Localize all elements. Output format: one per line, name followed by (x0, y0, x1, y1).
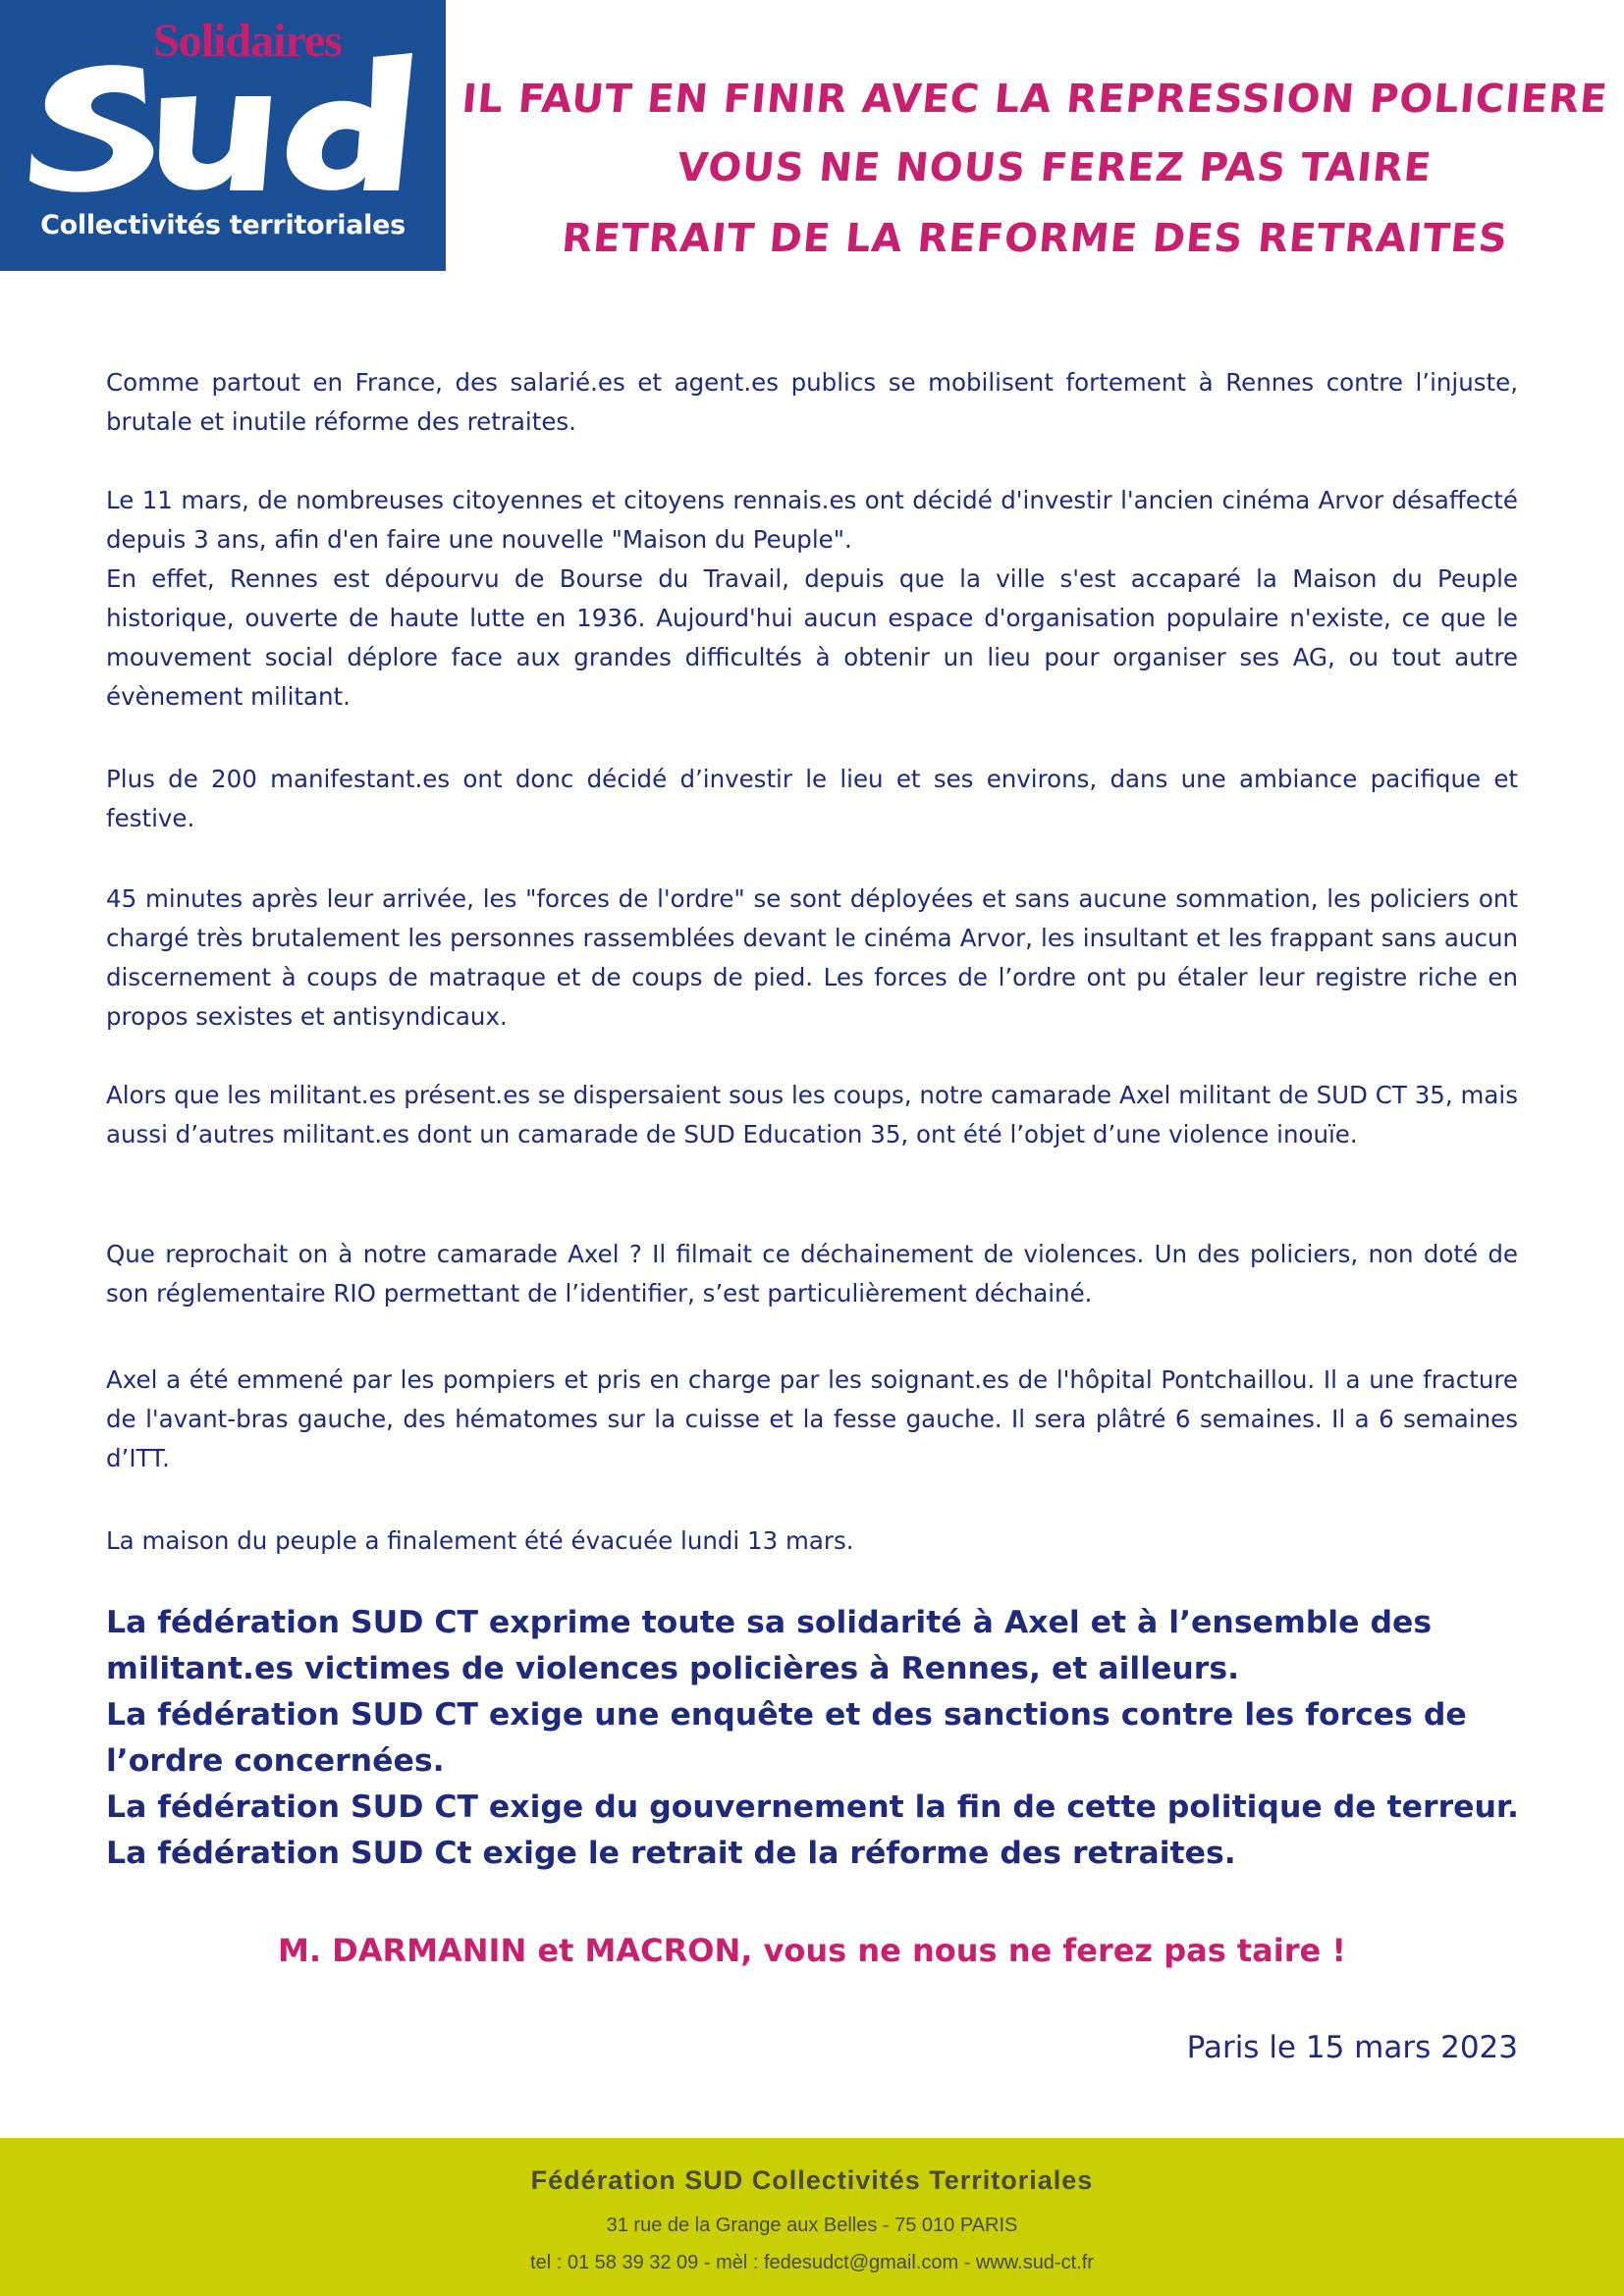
headline-repression: IL FAUT EN FINIR AVEC LA REPRESSION POLICIERE (460, 77, 1610, 122)
demand-enquete: La fédération SUD CT exige une enquête et des sanctions contre les forces de l’ordre concernées. (106, 1697, 1467, 1779)
paragraph-maison-du-peuple (106, 481, 1518, 717)
paragraph-camarade-axel: Alors que les militant.es présent.es se dispersaient sous les coups, notre camarade Axel militant de SUD CT 35, mais aussi d’autres militant.es dont un camarade de SUD Education 35, ont été l’objet d’une violence inouïe. (106, 1081, 1518, 1148)
paragraph-reproche: Que reprochait on à notre camarade Axel ? Il filmait ce déchainement de violences. Un des policiers, non doté de son réglementaire RIO permettant de l’identifier, s’est particulièrement déchainé. (106, 1240, 1518, 1308)
paragraph-charge-policiere: 45 minutes après leur arrivée, les "forces de l'ordre" se sont déployées et sans aucune sommation, les policiers ont chargé très brutalement les personnes rassemblées devant le cinéma Arvor, les insultant et les frappant sans aucun discernement à coups de matraque et de coups de pied. Les forces de l’ordre ont pu étaler leur registre riche en propos sexistes et antisyndicaux. (106, 884, 1518, 1031)
date-signature: Paris le 15 mars 2023 (1186, 2030, 1518, 2065)
demands-block (106, 1600, 1526, 1877)
paragraph-evacuation: La maison du peuple a finalement été évacuée lundi 13 mars. (106, 1526, 854, 1555)
demand-fin-terreur: La fédération SUD CT exige du gouvernement la fin de cette politique de terreur. (106, 1789, 1519, 1825)
paragraph-11-mars: Le 11 mars, de nombreuses citoyennes et citoyens rennais.es ont décidé d'investir l'ancien cinéma Arvor désaffecté depuis 3 ans, afin d'en faire une nouvelle "Maison du Peuple". (106, 486, 1518, 554)
final-slogan: M. DARMANIN et MACRON, vous ne nous ne ferez pas taire ! (278, 1932, 1346, 1969)
footer-organization: Fédération SUD Collectivités Territoriales (530, 2165, 1094, 2195)
footer-contact: tel : 01 58 39 32 09 - mèl : fedesudct@gmail.com - www.sud-ct.fr (530, 2252, 1094, 2273)
paragraph-manifestants: Plus de 200 manifestant.es ont donc décidé d’investir le lieu et ses environs, dans une ambiance pacifique et festive. (106, 765, 1518, 832)
paragraph-blessures: Axel a été emmené par les pompiers et pris en charge par les soignant.es de l'hôpital Pontchaillou. Il a une fracture de l'avant-bras gauche, des hématomes sur la cuisse et la fesse gauche. Il sera plâtré 6 semaines. Il a 6 semaines d’ITT. (106, 1365, 1518, 1472)
logo-subtitle: Collectivités territoriales (40, 210, 406, 240)
demand-retrait-reforme: La fédération SUD Ct exige le retrait de la réforme des retraites. (106, 1836, 1236, 1871)
logo-solidaires-text: Solidaires (153, 15, 342, 67)
footer-address: 31 rue de la Grange aux Belles - 75 010 PARIS (606, 2215, 1018, 2236)
footer (0, 2138, 1624, 2296)
logo (0, 0, 446, 271)
logo-sud-wordmark (27, 51, 420, 198)
paragraph-intro: Comme partout en France, des salarié.es et agent.es publics se mobilisent fortement à Rennes contre l’injuste, brutale et inutile réforme des retraites. (106, 368, 1518, 436)
headline-retrait: RETRAIT DE LA REFORME DES RETRAITES (560, 216, 1510, 261)
demand-solidarite: La fédération SUD CT exprime toute sa solidarité à Axel et à l’ensemble des militant.es victimes de violences policières à Rennes, et ailleurs. (106, 1605, 1433, 1686)
paragraph-bourse-du-travail: En effet, Rennes est dépourvu de Bourse du Travail, depuis que la ville s'est accaparé la Maison du Peuple historique, ouverte de haute lutte en 1936. Aujourd'hui aucun espace d'organisation populaire n'existe, ce que le mouvement social déplore face aux grandes difficultés à obtenir un lieu pour organiser ses AG, ou tout autre évènement militant. (106, 564, 1518, 711)
headline-taire: VOUS NE NOUS FEREZ PAS TAIRE (675, 145, 1435, 190)
